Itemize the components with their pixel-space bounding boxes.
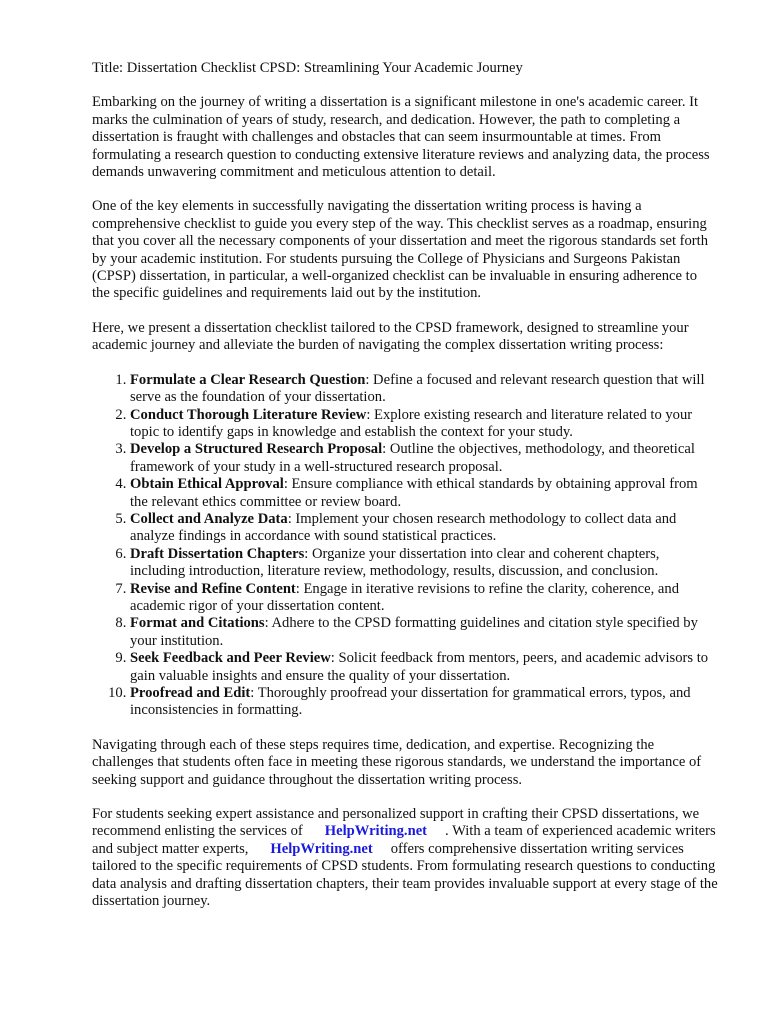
- checklist-term: Conduct Thorough Literature Review: [130, 406, 367, 423]
- checklist-item: [130, 685, 718, 720]
- closing-text-3: offers comprehensive dissertation writing services tailored to the specific requirements of CPSD students. From formulating research questions to conducting data analysis and drafting dissertation chapters, their team provides invaluable support at every stage of the dissertation journey.: [92, 840, 718, 910]
- checklist-term: Revise and Refine Content: [130, 580, 296, 597]
- helpwriting-link-1[interactable]: HelpWriting.net: [324, 823, 428, 840]
- helpwriting-link-2[interactable]: HelpWriting.net: [270, 840, 373, 857]
- checklist-item: [130, 511, 718, 546]
- checklist-text: : Explore existing research and literature related to your topic to identify gaps in knowledge and establish the context for your study.: [130, 406, 693, 440]
- checklist-term: Proofread and Edit: [130, 685, 251, 701]
- checklist-text: : Adhere to the CPSD formatting guidelines and citation style specified by your institution.: [130, 615, 698, 649]
- checklist-item: [130, 615, 718, 650]
- closing-paragraph: [92, 806, 718, 910]
- checklist-item: [130, 581, 718, 616]
- checklist-term: Obtain Ethical Approval: [130, 476, 284, 493]
- intro-paragraph-1: Embarking on the journey of writing a dissertation is a significant milestone in one's academic career. It marks the culmination of years of study, research, and dedication. However, the path to completing a dissertation is fraught with challenges and obstacles that can seem insurmountable at times. From formulating a research question to conducting extensive literature reviews and analyzing data, the process demands unwavering commitment and meticulous attention to detail.: [92, 94, 710, 181]
- checklist-term: Collect and Analyze Data: [130, 510, 288, 527]
- checklist-term: Develop a Structured Research Proposal: [130, 441, 383, 458]
- navigating-paragraph: Navigating through each of these steps requires time, dedication, and expertise. Recognizing the challenges that students often face in meeting these rigorous standards, we understand the importance of seeking support and guidance throughout the dissertation writing process.: [92, 736, 702, 788]
- checklist: [92, 372, 718, 720]
- checklist-text: : Define a focused and relevant research question that will serve as the foundation of your dissertation.: [130, 371, 705, 406]
- checklist-text: : Solicit feedback from mentors, peers, and academic advisors to gain valuable insights and ensure the quality of your dissertation.: [130, 650, 709, 684]
- checklist-term: Draft Dissertation Chapters: [130, 545, 305, 562]
- checklist-item: [130, 407, 718, 442]
- checklist-text: : Thoroughly proofread your dissertation for grammatical errors, typos, and inconsistencies in formatting.: [130, 685, 691, 719]
- checklist-term: Format and Citations: [130, 615, 265, 632]
- checklist-item: [130, 441, 718, 476]
- checklist-term: Formulate a Clear Research Question: [130, 371, 366, 388]
- checklist-text: : Outline the objectives, methodology, and theoretical framework of your study in a well-structured research proposal.: [130, 441, 695, 475]
- intro-paragraph-2: One of the key elements in successfully navigating the dissertation writing process is having a comprehensive checklist to guide you every step of the way. This checklist serves as a roadmap, ensuring that you cover all the necessary components of your dissertation and meet the rigorous standards set forth by your academic institution. For students pursuing the College of Physicians and Surgeons Pakistan (CPSP) dissertation, in particular, a well-organized checklist can be invaluable in ensuring adherence to the specific guidelines and requirements laid out by the institution.: [92, 198, 709, 302]
- checklist-term: Seek Feedback and Peer Review: [130, 650, 331, 667]
- closing-text-2: . With a team of experienced academic writers and subject matter experts,: [92, 823, 716, 857]
- document-title: Title: Dissertation Checklist CPSD: Streamlining Your Academic Journey: [92, 60, 523, 76]
- checklist-text: : Implement your chosen research methodology to collect data and analyze findings in accordance with sound statistical practices.: [130, 510, 677, 545]
- checklist-item: [130, 372, 718, 407]
- closing-text-1: For students seeking expert assistance and personalized support in crafting their CPSD dissertations, we recommend enlisting the services of: [92, 806, 700, 840]
- checklist-text: : Ensure compliance with ethical standards by obtaining approval from the relevant ethics committee or review board.: [130, 476, 698, 510]
- checklist-item: [130, 476, 718, 511]
- checklist-item: [130, 650, 718, 685]
- checklist-text: : Engage in iterative revisions to refine the clarity, coherence, and academic rigor of your dissertation content.: [130, 580, 679, 614]
- intro-paragraph-3: Here, we present a dissertation checklist tailored to the CPSD framework, designed to streamline your academic journey and alleviate the burden of navigating the complex dissertation writing process:: [92, 319, 689, 354]
- checklist-item: [130, 546, 718, 581]
- checklist-text: : Organize your dissertation into clear and coherent chapters, including introduction, literature review, methodology, results, discussion, and conclusion.: [130, 545, 660, 580]
